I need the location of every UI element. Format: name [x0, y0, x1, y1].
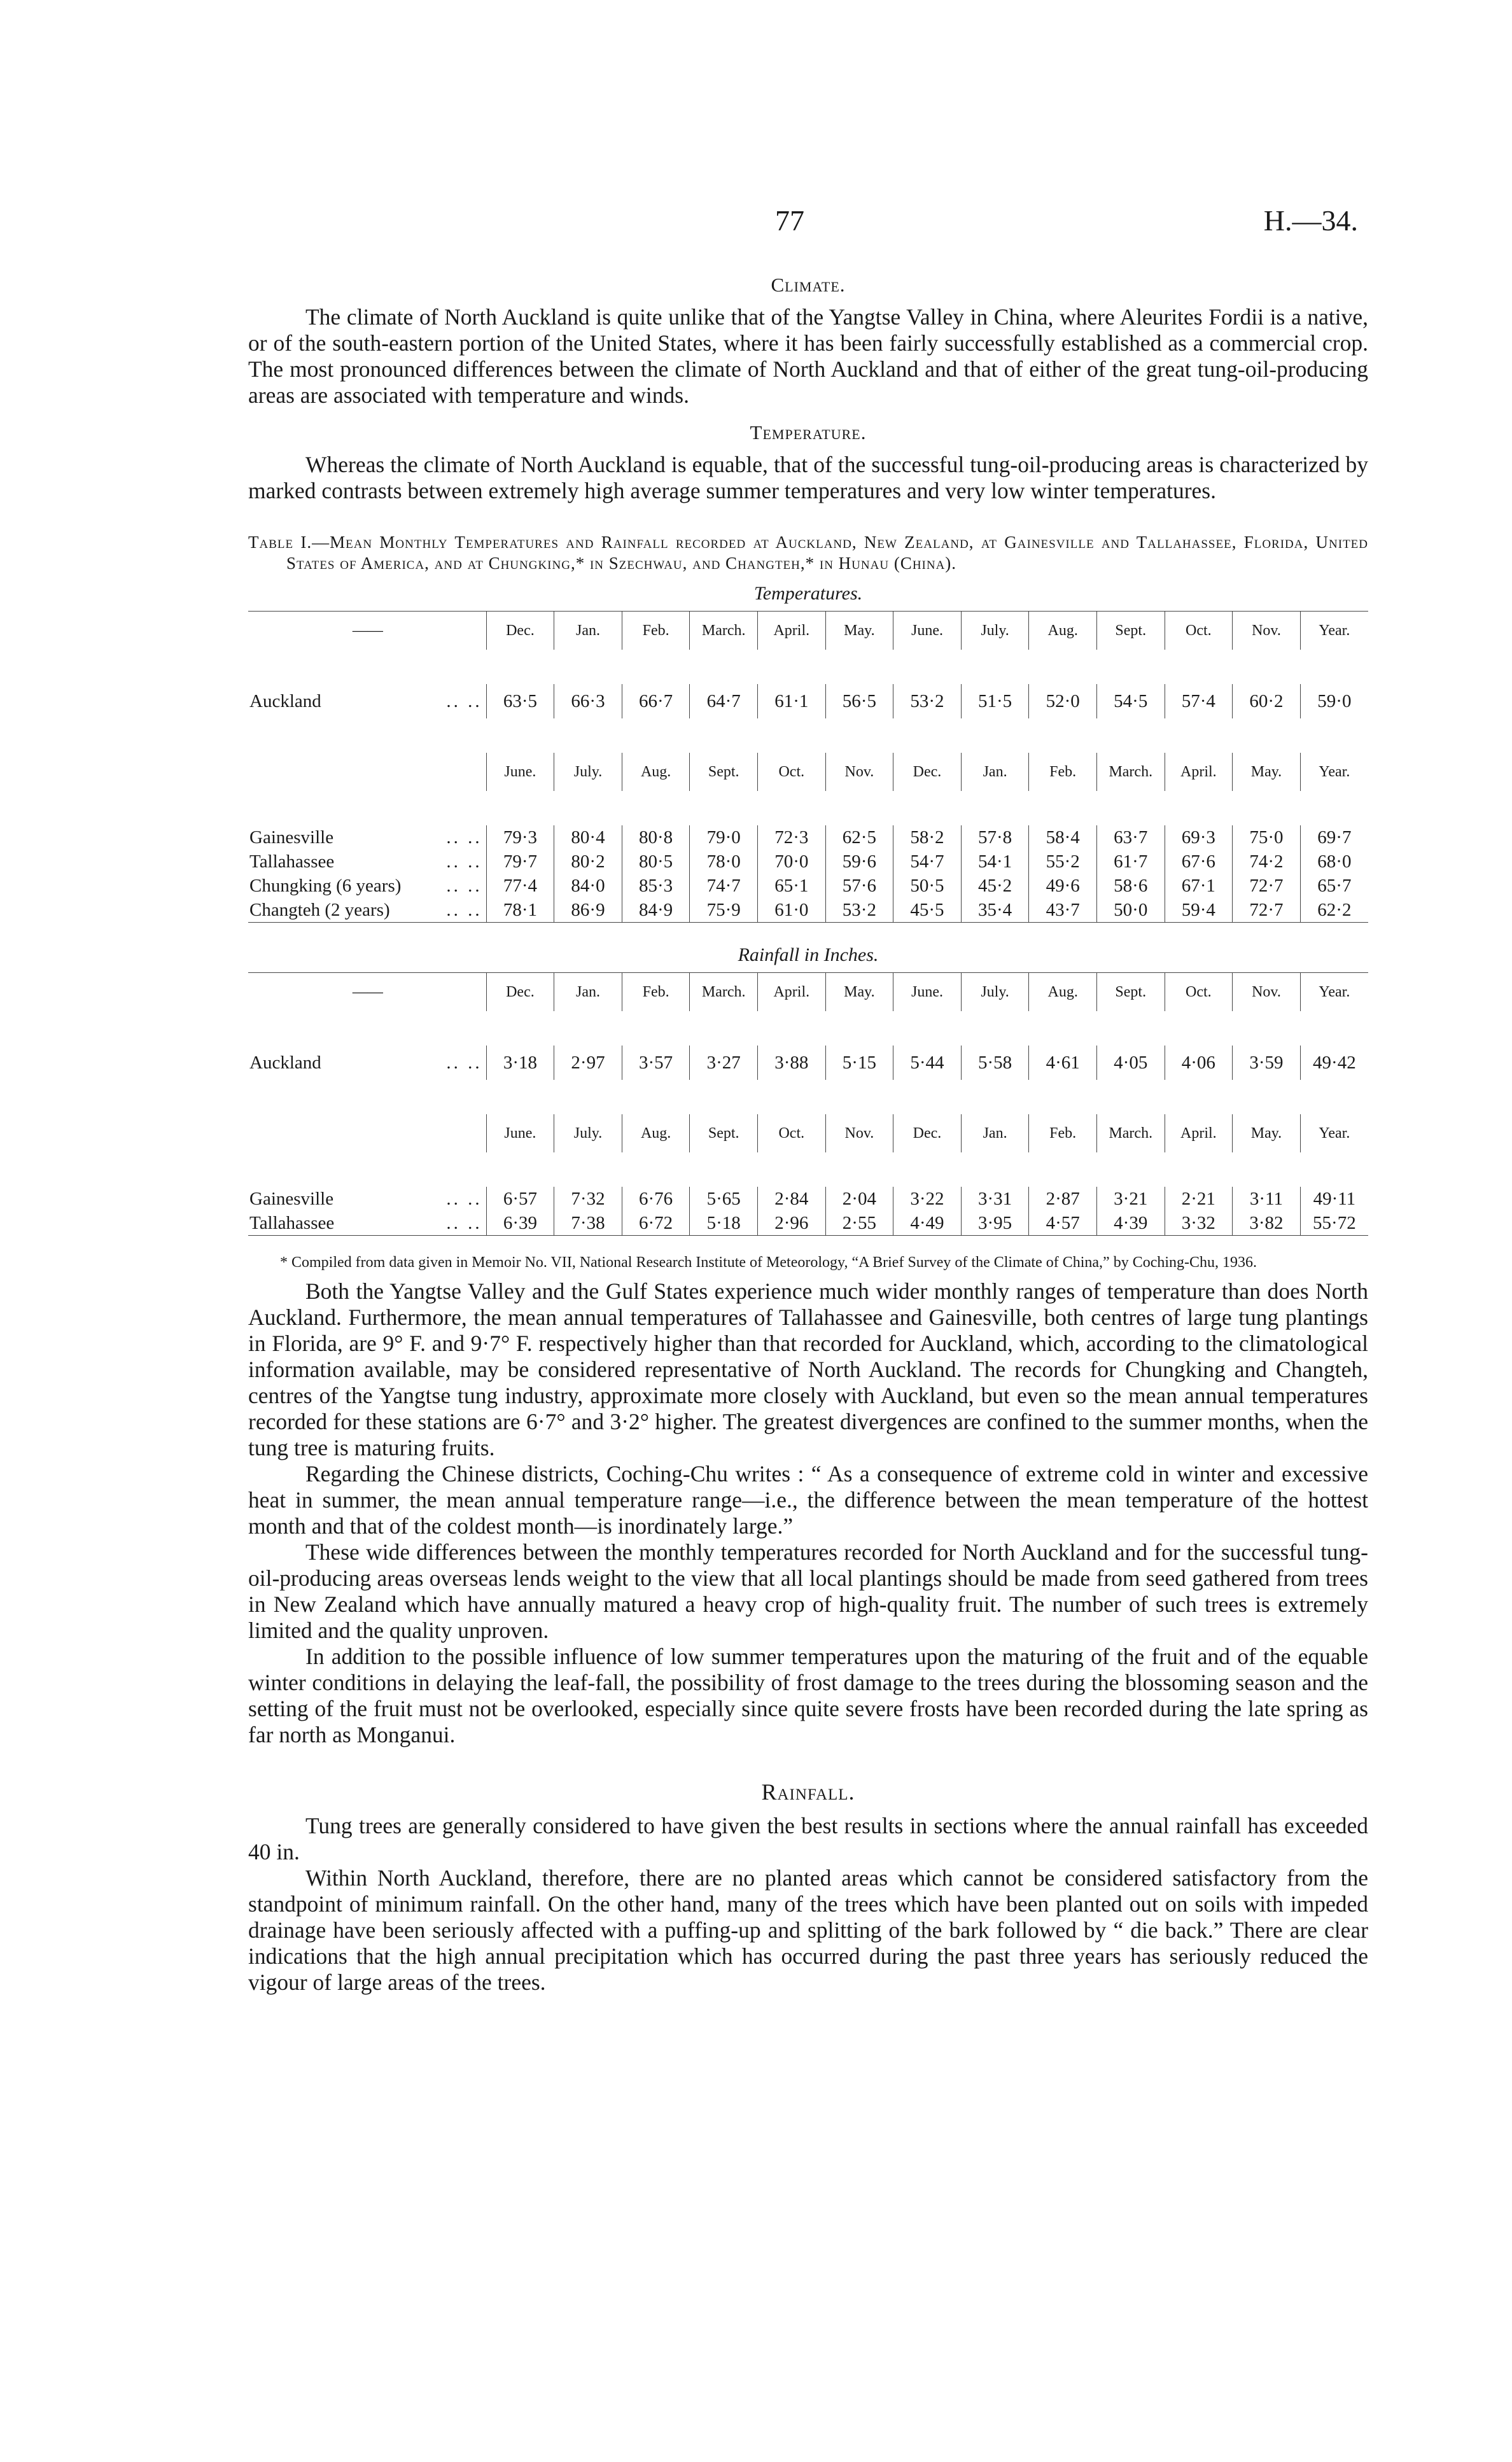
month-header: Jan.: [961, 753, 1029, 791]
value-cell: 6·57: [486, 1187, 554, 1211]
month-header: Sept.: [1096, 612, 1165, 650]
value-cell: 35·4: [961, 898, 1029, 923]
month-header: May.: [1233, 753, 1301, 791]
month-header: Aug.: [1029, 973, 1097, 1012]
value-cell: 68·0: [1300, 850, 1368, 874]
value-cell: 61·7: [1096, 850, 1165, 874]
value-cell: 3·88: [758, 1046, 826, 1080]
station-label: Auckland: [249, 690, 321, 711]
month-header: July.: [961, 612, 1029, 650]
value-cell: 55·72: [1300, 1211, 1368, 1236]
station-name: Changteh (2 years) .. ..: [249, 899, 482, 920]
value-cell: 85·3: [622, 874, 690, 898]
value-cell: 79·7: [486, 850, 554, 874]
value-cell: 3·32: [1165, 1211, 1233, 1236]
month-header: April.: [758, 973, 826, 1012]
value-cell: 55·2: [1029, 850, 1097, 874]
value-cell: 5·58: [961, 1046, 1029, 1080]
page-number: 77: [775, 204, 804, 237]
value-cell: 70·0: [758, 850, 826, 874]
month-header: Feb.: [1029, 753, 1097, 791]
climate-heading: Climate.: [771, 274, 846, 296]
value-cell: 3·18: [486, 1046, 554, 1080]
station-label: Auckland: [249, 1052, 321, 1073]
discussion-paragraph-1: Both the Yangtse Valley and the Gulf States experience much wider monthly ranges of temperature than does North Auckland. Furthermore, the mean annual temperatures of Tallahassee and Gainesville, both centres of large tung plantings in Florida, are 9° F. and 9·7° F. respectively higher than that recorded for Auckland, which, according to the climatological information available, may be considered representative of North Auckland. The records for Chungking and Changteh, centres of the Yangtse tung industry, approximate more closely with Auckland, but even so the mean annual temperatures recorded for these stations are 6·7° and 3·2° higher. The greatest divergences are confined to the summer months, when the tung tree is maturing fruits.: [248, 1278, 1368, 1460]
table-footnote: * Compiled from data given in Memoir No. VII, National Research Institute of Meteorology, “A Brief Survey of the Climate of China,” by Coching-Chu, 1936.: [280, 1254, 1257, 1271]
station-name: Auckland .. ..: [249, 690, 482, 711]
month-header: Feb.: [1029, 1114, 1097, 1152]
month-header: July.: [961, 973, 1029, 1012]
month-header: Dec.: [486, 612, 554, 650]
value-cell: 66·7: [622, 684, 690, 718]
value-cell: 66·3: [554, 684, 622, 718]
rainfall-table: [248, 972, 1368, 1236]
value-cell: 7·38: [554, 1211, 622, 1236]
station-label: Tallahassee: [249, 851, 335, 872]
value-cell: 80·8: [622, 825, 690, 850]
value-cell: 7·32: [554, 1187, 622, 1211]
table-row: [248, 825, 1368, 850]
value-cell: 3·57: [622, 1046, 690, 1080]
temperatures-title: Temperatures.: [753, 583, 863, 604]
rainfall-paragraph-2: Within North Auckland, therefore, there are no planted areas which cannot be considered satisfactory from the standpoint of minimum rainfall. On the other hand, many of the trees which have been planted out on soils with impeded drainage have been seriously affected with a puffing-up and splitting of the bark followed by “ die back.” There are clear indications that the high annual precipitation which has occurred during the past three years has seriously reduced the vigour of large areas of the trees.: [248, 1865, 1368, 1995]
value-cell: 2·97: [554, 1046, 622, 1080]
table-row: [248, 898, 1368, 923]
value-cell: 50·5: [893, 874, 962, 898]
month-header: March.: [690, 973, 758, 1012]
month-header: July.: [554, 1114, 622, 1152]
value-cell: 62·5: [825, 825, 893, 850]
value-cell: 80·4: [554, 825, 622, 850]
table-row: [248, 1046, 1368, 1080]
value-cell: 74·2: [1233, 850, 1301, 874]
value-cell: 59·0: [1300, 684, 1368, 718]
month-header: June.: [486, 753, 554, 791]
month-header: April.: [758, 612, 826, 650]
month-header: Dec.: [486, 973, 554, 1012]
value-cell: 2·96: [758, 1211, 826, 1236]
discussion-paragraph-2: Regarding the Chinese districts, Coching-Chu writes : “ As a consequence of extreme cold in winter and excessive heat in summer, the mean annual temperature range—i.e., the difference between the mean temperature of the hottest month and that of the coldest month—is inordinately large.”: [248, 1461, 1368, 1539]
month-header: Dec.: [893, 1114, 962, 1152]
value-cell: 2·04: [825, 1187, 893, 1211]
value-cell: 72·7: [1233, 898, 1301, 923]
month-header: Jan.: [554, 973, 622, 1012]
month-header: March.: [1096, 753, 1165, 791]
month-header: Nov.: [1233, 973, 1301, 1012]
month-header: Sept.: [1096, 973, 1165, 1012]
value-cell: 45·5: [893, 898, 962, 923]
value-cell: 4·05: [1096, 1046, 1165, 1080]
page-header: [0, 204, 1512, 242]
month-header: Year.: [1300, 1114, 1368, 1152]
value-cell: 86·9: [554, 898, 622, 923]
value-cell: 3·11: [1233, 1187, 1301, 1211]
value-cell: 54·5: [1096, 684, 1165, 718]
value-cell: 61·1: [758, 684, 826, 718]
month-header: Dec.: [893, 753, 962, 791]
value-cell: 2·21: [1165, 1187, 1233, 1211]
station-label: Changteh (2 years): [249, 899, 390, 920]
value-cell: 3·21: [1096, 1187, 1165, 1211]
temperature-paragraph: Whereas the climate of North Auckland is equable, that of the successful tung-oil-producing areas is characterized by marked contrasts between extremely high average summer temperatures and very low winter temperatures.: [248, 452, 1368, 503]
month-header: Year.: [1300, 973, 1368, 1012]
temperature-heading: Temperature.: [750, 421, 867, 444]
value-cell: 6·39: [486, 1211, 554, 1236]
header-row: [248, 1114, 1368, 1152]
month-header: June.: [893, 973, 962, 1012]
value-cell: 64·7: [690, 684, 758, 718]
value-cell: 50·0: [1096, 898, 1165, 923]
rainfall-paragraph-1: Tung trees are generally considered to have given the best results in sections where the annual rainfall has exceeded 40 in.: [248, 1813, 1368, 1864]
month-header: Feb.: [622, 612, 690, 650]
month-header: Aug.: [622, 1114, 690, 1152]
month-header: March.: [690, 612, 758, 650]
value-cell: 4·61: [1029, 1046, 1097, 1080]
value-cell: 61·0: [758, 898, 826, 923]
value-cell: 4·06: [1165, 1046, 1233, 1080]
value-cell: 57·6: [825, 874, 893, 898]
value-cell: 84·0: [554, 874, 622, 898]
value-cell: 3·95: [961, 1211, 1029, 1236]
row-label-header: ——: [352, 622, 383, 639]
value-cell: 57·4: [1165, 684, 1233, 718]
row-label-header: ——: [352, 983, 383, 1000]
value-cell: 2·87: [1029, 1187, 1097, 1211]
table-row: [248, 850, 1368, 874]
station-name: Gainesville .. ..: [249, 827, 482, 848]
row-label-header: [248, 753, 486, 791]
month-header: July.: [554, 753, 622, 791]
value-cell: 69·3: [1165, 825, 1233, 850]
value-cell: 4·39: [1096, 1211, 1165, 1236]
row-label-header: [248, 1114, 486, 1152]
header-row: [248, 753, 1368, 791]
value-cell: 59·6: [825, 850, 893, 874]
table-row: [248, 684, 1368, 718]
month-header: Oct.: [758, 1114, 826, 1152]
value-cell: 80·5: [622, 850, 690, 874]
value-cell: 59·4: [1165, 898, 1233, 923]
value-cell: 3·31: [961, 1187, 1029, 1211]
value-cell: 63·7: [1096, 825, 1165, 850]
table-row: [248, 1187, 1368, 1211]
month-header: June.: [893, 612, 962, 650]
table-row: [248, 1211, 1368, 1236]
month-header: Aug.: [1029, 612, 1097, 650]
discussion-paragraph-4: In addition to the possible influence of low summer temperatures upon the maturing of the fruit and of the equable winter conditions in delaying the leaf-fall, the possibility of frost damage to the trees during the blossoming season and the setting of the fruit must not be overlooked, especially since quite severe frosts have been recorded during the late spring as far north as Monganui.: [248, 1644, 1368, 1747]
value-cell: 2·55: [825, 1211, 893, 1236]
month-header: Aug.: [622, 753, 690, 791]
value-cell: 2·84: [758, 1187, 826, 1211]
value-cell: 52·0: [1029, 684, 1097, 718]
month-header: Sept.: [690, 753, 758, 791]
value-cell: 65·7: [1300, 874, 1368, 898]
document-reference: H.—34.: [1263, 204, 1358, 237]
month-header: Nov.: [1233, 612, 1301, 650]
month-header: Jan.: [554, 612, 622, 650]
station-label: Gainesville: [249, 1188, 334, 1209]
station-label: Chungking (6 years): [249, 875, 402, 896]
value-cell: 3·82: [1233, 1211, 1301, 1236]
value-cell: 72·7: [1233, 874, 1301, 898]
value-cell: 78·0: [690, 850, 758, 874]
climate-paragraph: The climate of North Auckland is quite unlike that of the Yangtse Valley in China, where Aleurites Fordii is a native, or of the south-eastern portion of the United States, where it has been fairly successfully established as a commercial crop. The most pronounced differences between the climate of North Auckland and that of either of the great tung-oil-producing areas are associated with temperature and winds.: [248, 304, 1368, 408]
value-cell: 67·6: [1165, 850, 1233, 874]
value-cell: 60·2: [1233, 684, 1301, 718]
value-cell: 57·8: [961, 825, 1029, 850]
rainfall-title: Rainfall in Inches.: [738, 944, 879, 965]
value-cell: 54·7: [893, 850, 962, 874]
value-cell: 69·7: [1300, 825, 1368, 850]
station-label: Tallahassee: [249, 1212, 335, 1233]
table-caption: Table I.—Mean Monthly Temperatures and Rainfall recorded at Auckland, New Zealand, at Gainesville and Tallahassee, Florida, United States of America, and at Chungking,* in Szechwau, and Changteh,* in Hunau (China).: [248, 533, 1368, 573]
value-cell: 45·2: [961, 874, 1029, 898]
value-cell: 3·59: [1233, 1046, 1301, 1080]
page-body: [248, 267, 1368, 1996]
station-label: Gainesville: [249, 827, 334, 848]
month-header: Oct.: [758, 753, 826, 791]
value-cell: 58·2: [893, 825, 962, 850]
header-row: [248, 612, 1368, 650]
value-cell: 49·42: [1300, 1046, 1368, 1080]
value-cell: 75·0: [1233, 825, 1301, 850]
value-cell: 67·1: [1165, 874, 1233, 898]
value-cell: 3·27: [690, 1046, 758, 1080]
value-cell: 51·5: [961, 684, 1029, 718]
value-cell: 4·49: [893, 1211, 962, 1236]
month-header: Feb.: [622, 973, 690, 1012]
station-name: Chungking (6 years) .. ..: [249, 875, 482, 896]
temperatures-table: [248, 611, 1368, 923]
table-row: [248, 874, 1368, 898]
month-header: May.: [825, 612, 893, 650]
month-header: Nov.: [825, 1114, 893, 1152]
value-cell: 49·6: [1029, 874, 1097, 898]
month-header: Oct.: [1165, 612, 1233, 650]
value-cell: 6·72: [622, 1211, 690, 1236]
month-header: March.: [1096, 1114, 1165, 1152]
month-header: Jan.: [961, 1114, 1029, 1152]
value-cell: 58·6: [1096, 874, 1165, 898]
value-cell: 65·1: [758, 874, 826, 898]
value-cell: 79·0: [690, 825, 758, 850]
station-name: Tallahassee .. ..: [249, 1212, 482, 1233]
value-cell: 80·2: [554, 850, 622, 874]
station-name: Gainesville .. ..: [249, 1188, 482, 1209]
value-cell: 5·44: [893, 1046, 962, 1080]
value-cell: 5·18: [690, 1211, 758, 1236]
month-header: May.: [825, 973, 893, 1012]
value-cell: 53·2: [893, 684, 962, 718]
station-name: Tallahassee .. ..: [249, 851, 482, 872]
station-name: Auckland .. ..: [249, 1052, 482, 1073]
value-cell: 72·3: [758, 825, 826, 850]
value-cell: 74·7: [690, 874, 758, 898]
month-header: Year.: [1300, 612, 1368, 650]
header-row: [248, 973, 1368, 1012]
value-cell: 56·5: [825, 684, 893, 718]
value-cell: 54·1: [961, 850, 1029, 874]
value-cell: 4·57: [1029, 1211, 1097, 1236]
value-cell: 6·76: [622, 1187, 690, 1211]
month-header: Sept.: [690, 1114, 758, 1152]
value-cell: 53·2: [825, 898, 893, 923]
value-cell: 5·15: [825, 1046, 893, 1080]
month-header: Nov.: [825, 753, 893, 791]
value-cell: 58·4: [1029, 825, 1097, 850]
month-header: June.: [486, 1114, 554, 1152]
discussion-paragraph-3: These wide differences between the monthly temperatures recorded for North Auckland and for the successful tung-oil-producing areas overseas lends weight to the view that all local plantings should be made from seed gathered from trees in New Zealand which have annually matured a heavy crop of high-quality fruit. The number of such trees is extremely limited and the quality unproven.: [248, 1539, 1368, 1643]
value-cell: 43·7: [1029, 898, 1097, 923]
month-header: April.: [1165, 1114, 1233, 1152]
value-cell: 63·5: [486, 684, 554, 718]
month-header: Oct.: [1165, 973, 1233, 1012]
value-cell: 75·9: [690, 898, 758, 923]
value-cell: 49·11: [1300, 1187, 1368, 1211]
value-cell: 79·3: [486, 825, 554, 850]
value-cell: 3·22: [893, 1187, 962, 1211]
value-cell: 78·1: [486, 898, 554, 923]
value-cell: 84·9: [622, 898, 690, 923]
month-header: May.: [1233, 1114, 1301, 1152]
month-header: April.: [1165, 753, 1233, 791]
value-cell: 62·2: [1300, 898, 1368, 923]
value-cell: 77·4: [486, 874, 554, 898]
value-cell: 5·65: [690, 1187, 758, 1211]
rainfall-heading: Rainfall.: [761, 1779, 855, 1805]
month-header: Year.: [1300, 753, 1368, 791]
